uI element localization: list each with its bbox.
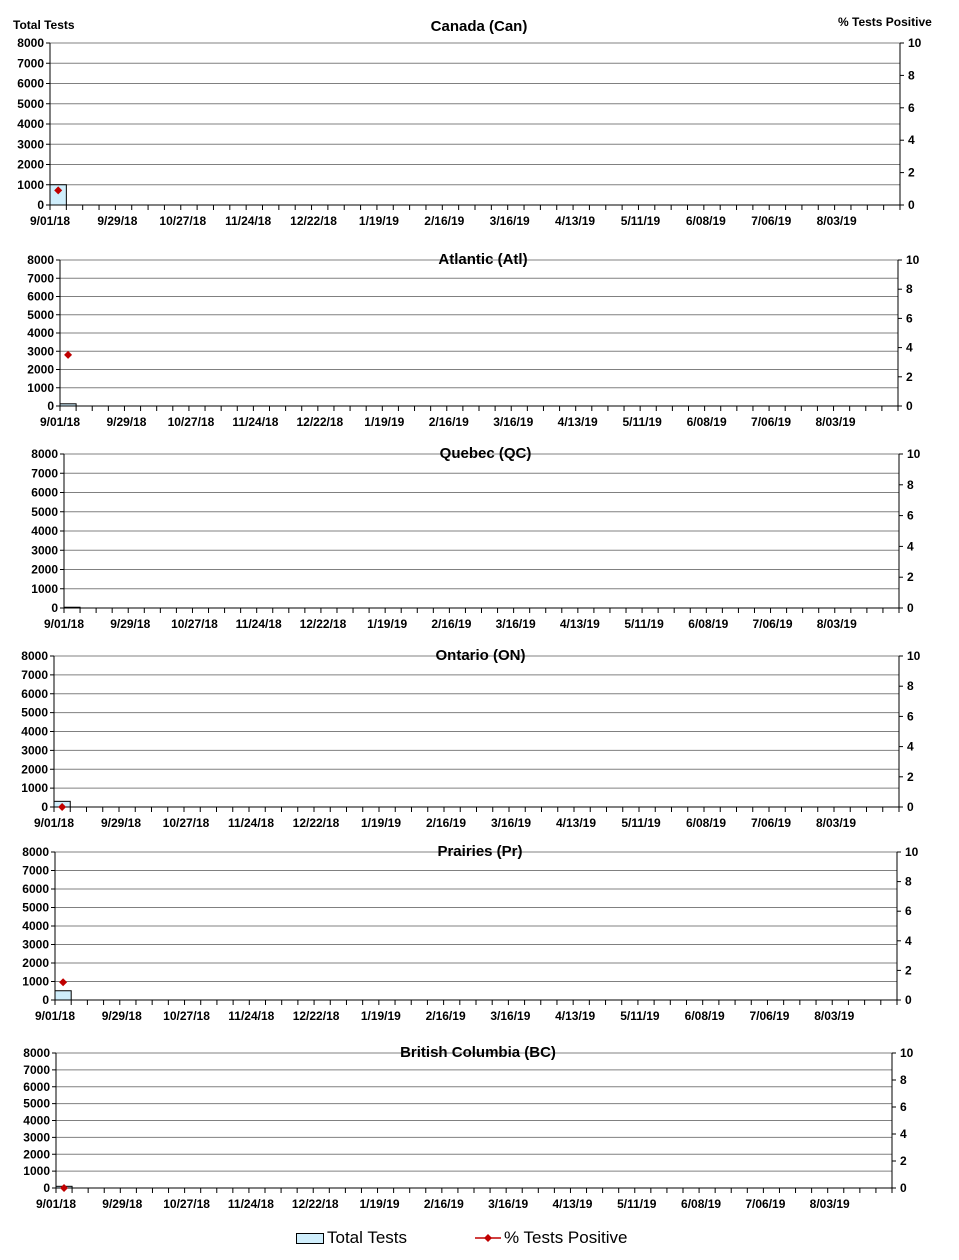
right-tick-label: 10 — [907, 649, 921, 663]
x-tick-label: 7/06/19 — [750, 816, 792, 830]
legend-item-pct-positive — [474, 1226, 627, 1250]
right-tick-label: 10 — [900, 1046, 914, 1060]
x-tick-label: 4/13/19 — [552, 1197, 593, 1211]
x-tick-label: 6/08/19 — [685, 816, 727, 830]
x-tick-label: 9/29/18 — [100, 816, 142, 830]
left-tick-label: 3000 — [27, 344, 54, 359]
right-tick-label: 2 — [900, 1154, 907, 1168]
x-tick-label: 9/29/18 — [101, 1009, 142, 1023]
right-tick-label: 8 — [905, 874, 912, 889]
x-tick-label: 5/11/19 — [621, 816, 661, 830]
x-tick-label: 11/24/18 — [227, 816, 275, 830]
left-tick-label: 4000 — [23, 1113, 50, 1128]
x-tick-label: 8/03/19 — [809, 1197, 850, 1211]
x-tick-label: 5/11/19 — [620, 214, 661, 228]
left-tick-label: 6000 — [17, 76, 44, 91]
x-tick-label: 12/22/18 — [290, 214, 337, 228]
left-tick-label: 4000 — [31, 524, 58, 538]
left-tick-label: 1000 — [22, 974, 49, 989]
x-tick-label: 2/16/19 — [425, 816, 467, 830]
left-tick-label: 0 — [37, 198, 44, 212]
x-tick-label: 10/27/18 — [163, 1009, 210, 1023]
x-tick-label: 9/01/18 — [43, 617, 85, 631]
right-tick-label: 4 — [905, 933, 912, 948]
x-tick-label: 9/29/18 — [106, 415, 147, 429]
chart-title: Canada (Can) — [430, 18, 528, 35]
x-tick-label: 6/08/19 — [685, 214, 726, 228]
right-tick-label: 6 — [900, 1100, 907, 1114]
chart-title: Quebec (QC) — [439, 445, 532, 462]
right-tick-label: 4 — [907, 739, 914, 754]
x-tick-label: 8/03/19 — [815, 415, 856, 429]
left-tick-label: 7000 — [17, 56, 44, 71]
chart-title: Ontario (ON) — [435, 647, 526, 664]
right-tick-label: 10 — [908, 36, 922, 50]
right-tick-label: 10 — [905, 845, 919, 859]
legend-swatch-bar — [296, 1233, 324, 1244]
chart-title: Atlantic (Atl) — [438, 251, 528, 268]
legend — [0, 1226, 959, 1250]
x-tick-label: 12/22/18 — [292, 816, 340, 830]
left-tick-label: 5000 — [21, 705, 48, 720]
x-tick-label: 11/24/18 — [235, 617, 282, 631]
x-tick-label: 4/13/19 — [555, 214, 596, 228]
left-tick-label: 4000 — [17, 117, 44, 131]
x-tick-label: 1/19/19 — [359, 1197, 400, 1211]
x-tick-label: 5/11/19 — [620, 1009, 660, 1023]
left-tick-label: 1000 — [27, 380, 54, 395]
x-tick-label: 2/16/19 — [428, 415, 469, 429]
right-tick-label: 0 — [908, 198, 915, 212]
legend-label-pct-positive: % Tests Positive — [504, 1228, 628, 1247]
chart-title: Prairies (Pr) — [437, 843, 523, 860]
x-tick-label: 12/22/18 — [292, 1009, 340, 1023]
x-tick-label: 4/13/19 — [555, 1009, 596, 1023]
x-tick-label: 3/16/19 — [488, 1197, 529, 1211]
right-tick-label: 6 — [906, 311, 913, 326]
x-tick-label: 8/03/19 — [815, 816, 857, 830]
x-tick-label: 10/27/18 — [171, 617, 218, 631]
left-tick-label: 8000 — [23, 1046, 50, 1060]
right-tick-label: 4 — [908, 133, 915, 148]
x-tick-label: 6/08/19 — [686, 415, 727, 429]
left-tick-label: 1000 — [23, 1164, 50, 1179]
left-tick-label: 3000 — [22, 937, 49, 952]
x-tick-label: 4/13/19 — [555, 816, 597, 830]
left-tick-label: 7000 — [27, 271, 54, 286]
left-tick-label: 0 — [42, 993, 49, 1007]
x-tick-label: 6/08/19 — [684, 1009, 725, 1023]
x-tick-label: 2/16/19 — [431, 617, 472, 631]
bar-total-tests — [55, 991, 71, 1000]
chart-panel-2 — [27, 251, 919, 429]
x-tick-label: 12/22/18 — [291, 1197, 339, 1211]
left-tick-label: 2000 — [31, 562, 58, 577]
x-tick-label: 11/24/18 — [228, 1009, 275, 1023]
x-tick-label: 2/16/19 — [425, 1009, 466, 1023]
chart-title: British Columbia (BC) — [400, 1044, 556, 1061]
x-tick-label: 2/16/19 — [424, 214, 465, 228]
chart-panel-3 — [31, 445, 920, 631]
left-tick-label: 0 — [41, 800, 48, 814]
x-tick-label: 3/16/19 — [493, 415, 534, 429]
x-tick-label: 10/27/18 — [162, 816, 210, 830]
right-tick-label: 4 — [907, 539, 914, 554]
right-tick-label: 2 — [908, 165, 915, 180]
x-tick-label: 11/24/18 — [232, 415, 279, 429]
right-tick-label: 10 — [907, 447, 921, 461]
x-tick-label: 7/06/19 — [745, 1197, 786, 1211]
x-tick-label: 11/24/18 — [227, 1197, 274, 1211]
x-tick-label: 8/03/19 — [816, 214, 857, 228]
x-tick-label: 12/22/18 — [299, 617, 347, 631]
x-tick-label: 7/06/19 — [749, 1009, 790, 1023]
x-tick-label: 1/19/19 — [360, 1009, 401, 1023]
x-tick-label: 10/27/18 — [163, 1197, 210, 1211]
right-tick-label: 4 — [906, 340, 913, 355]
x-tick-label: 7/06/19 — [752, 617, 793, 631]
right-tick-label: 2 — [906, 369, 913, 384]
point-pct-positive — [60, 1184, 68, 1192]
x-tick-label: 9/29/18 — [110, 617, 151, 631]
x-tick-label: 3/16/19 — [490, 1009, 531, 1023]
right-tick-label: 0 — [900, 1181, 907, 1195]
left-tick-label: 5000 — [17, 96, 44, 111]
point-pct-positive — [64, 351, 72, 359]
left-tick-label: 7000 — [31, 466, 58, 481]
point-pct-positive — [59, 978, 67, 986]
x-tick-label: 5/11/19 — [622, 415, 662, 429]
left-tick-label: 3000 — [31, 543, 58, 558]
right-tick-label: 8 — [907, 477, 914, 492]
left-tick-label: 4000 — [21, 724, 48, 739]
x-tick-label: 4/13/19 — [559, 617, 600, 631]
right-tick-label: 6 — [907, 508, 914, 523]
left-tick-label: 7000 — [21, 667, 48, 682]
left-tick-label: 4000 — [22, 919, 49, 933]
x-tick-label: 9/01/18 — [33, 816, 75, 830]
x-tick-label: 9/01/18 — [34, 1009, 76, 1023]
right-tick-label: 10 — [906, 253, 920, 267]
right-tick-label: 6 — [907, 709, 914, 724]
right-tick-label: 2 — [907, 769, 914, 784]
x-tick-label: 5/11/19 — [624, 617, 664, 631]
x-tick-label: 1/19/19 — [360, 816, 402, 830]
legend-label-total-tests: Total Tests — [327, 1228, 408, 1247]
left-tick-label: 1000 — [21, 781, 48, 796]
left-tick-label: 5000 — [22, 900, 49, 915]
x-tick-label: 10/27/18 — [159, 214, 207, 228]
left-tick-label: 2000 — [21, 762, 48, 777]
chart-panel-4 — [21, 647, 920, 830]
x-tick-label: 10/27/18 — [167, 415, 215, 429]
left-tick-label: 4000 — [27, 326, 54, 340]
left-tick-label: 3000 — [23, 1130, 50, 1145]
right-axis-title: % Tests Positive — [838, 15, 932, 29]
right-tick-label: 0 — [905, 993, 912, 1007]
right-tick-label: 0 — [906, 399, 913, 413]
x-tick-label: 8/03/19 — [816, 617, 857, 631]
right-tick-label: 6 — [905, 904, 912, 919]
left-tick-label: 6000 — [22, 882, 49, 896]
left-tick-label: 3000 — [17, 137, 44, 152]
left-tick-label: 8000 — [17, 36, 44, 50]
x-tick-label: 9/29/18 — [102, 1197, 143, 1211]
left-tick-label: 7000 — [22, 863, 49, 878]
left-axis-title: Total Tests — [13, 18, 75, 32]
x-tick-label: 2/16/19 — [423, 1197, 464, 1211]
left-tick-label: 5000 — [27, 307, 54, 322]
x-tick-label: 9/29/18 — [97, 214, 138, 228]
x-tick-label: 1/19/19 — [358, 214, 399, 228]
left-tick-label: 6000 — [21, 686, 48, 701]
x-tick-label: 7/06/19 — [751, 214, 792, 228]
left-tick-label: 0 — [43, 1181, 50, 1195]
left-tick-label: 2000 — [23, 1147, 50, 1162]
right-tick-label: 0 — [907, 800, 914, 814]
x-tick-label: 9/01/18 — [29, 214, 71, 228]
right-tick-label: 4 — [900, 1127, 907, 1141]
x-tick-label: 5/11/19 — [617, 1197, 657, 1211]
legend-swatch-line — [474, 1232, 502, 1244]
x-tick-label: 1/19/19 — [364, 415, 405, 429]
left-tick-label: 8000 — [31, 447, 58, 461]
chart-panel-5 — [22, 843, 918, 1023]
left-tick-label: 5000 — [31, 504, 58, 519]
left-tick-label: 8000 — [27, 253, 54, 267]
left-tick-label: 8000 — [22, 845, 49, 859]
right-tick-label: 8 — [906, 282, 913, 297]
left-tick-label: 5000 — [23, 1096, 50, 1111]
right-tick-label: 0 — [907, 601, 914, 615]
right-tick-label: 8 — [907, 679, 914, 694]
right-tick-label: 2 — [905, 963, 912, 978]
x-tick-label: 6/08/19 — [688, 617, 729, 631]
left-tick-label: 2000 — [27, 362, 54, 377]
x-tick-label: 3/16/19 — [489, 214, 530, 228]
x-tick-label: 12/22/18 — [296, 415, 344, 429]
x-tick-label: 9/01/18 — [39, 415, 81, 429]
left-tick-label: 6000 — [23, 1079, 50, 1094]
left-tick-label: 8000 — [21, 649, 48, 663]
chart-panel-6 — [23, 1044, 913, 1211]
x-tick-label: 1/19/19 — [367, 617, 408, 631]
chart-panel-1 — [17, 18, 921, 228]
x-tick-label: 9/01/18 — [35, 1197, 77, 1211]
right-tick-label: 2 — [907, 570, 914, 585]
legend-item-total-tests — [296, 1226, 407, 1250]
left-tick-label: 1000 — [17, 177, 44, 192]
right-tick-label: 6 — [908, 100, 915, 115]
x-tick-label: 4/13/19 — [557, 415, 598, 429]
right-tick-label: 8 — [900, 1073, 907, 1087]
left-tick-label: 2000 — [22, 956, 49, 970]
left-tick-label: 0 — [47, 399, 54, 413]
x-tick-label: 3/16/19 — [490, 816, 532, 830]
left-tick-label: 1000 — [31, 581, 58, 596]
left-tick-label: 6000 — [31, 485, 58, 500]
x-tick-label: 11/24/18 — [225, 214, 272, 228]
x-tick-label: 8/03/19 — [814, 1009, 855, 1023]
left-tick-label: 0 — [51, 601, 58, 615]
x-tick-label: 7/06/19 — [751, 415, 792, 429]
left-tick-label: 3000 — [21, 743, 48, 758]
right-tick-label: 8 — [908, 68, 915, 83]
x-tick-label: 3/16/19 — [495, 617, 536, 631]
left-tick-label: 2000 — [17, 157, 44, 172]
left-tick-label: 7000 — [23, 1062, 50, 1077]
x-tick-label: 6/08/19 — [681, 1197, 722, 1211]
left-tick-label: 6000 — [27, 289, 54, 304]
